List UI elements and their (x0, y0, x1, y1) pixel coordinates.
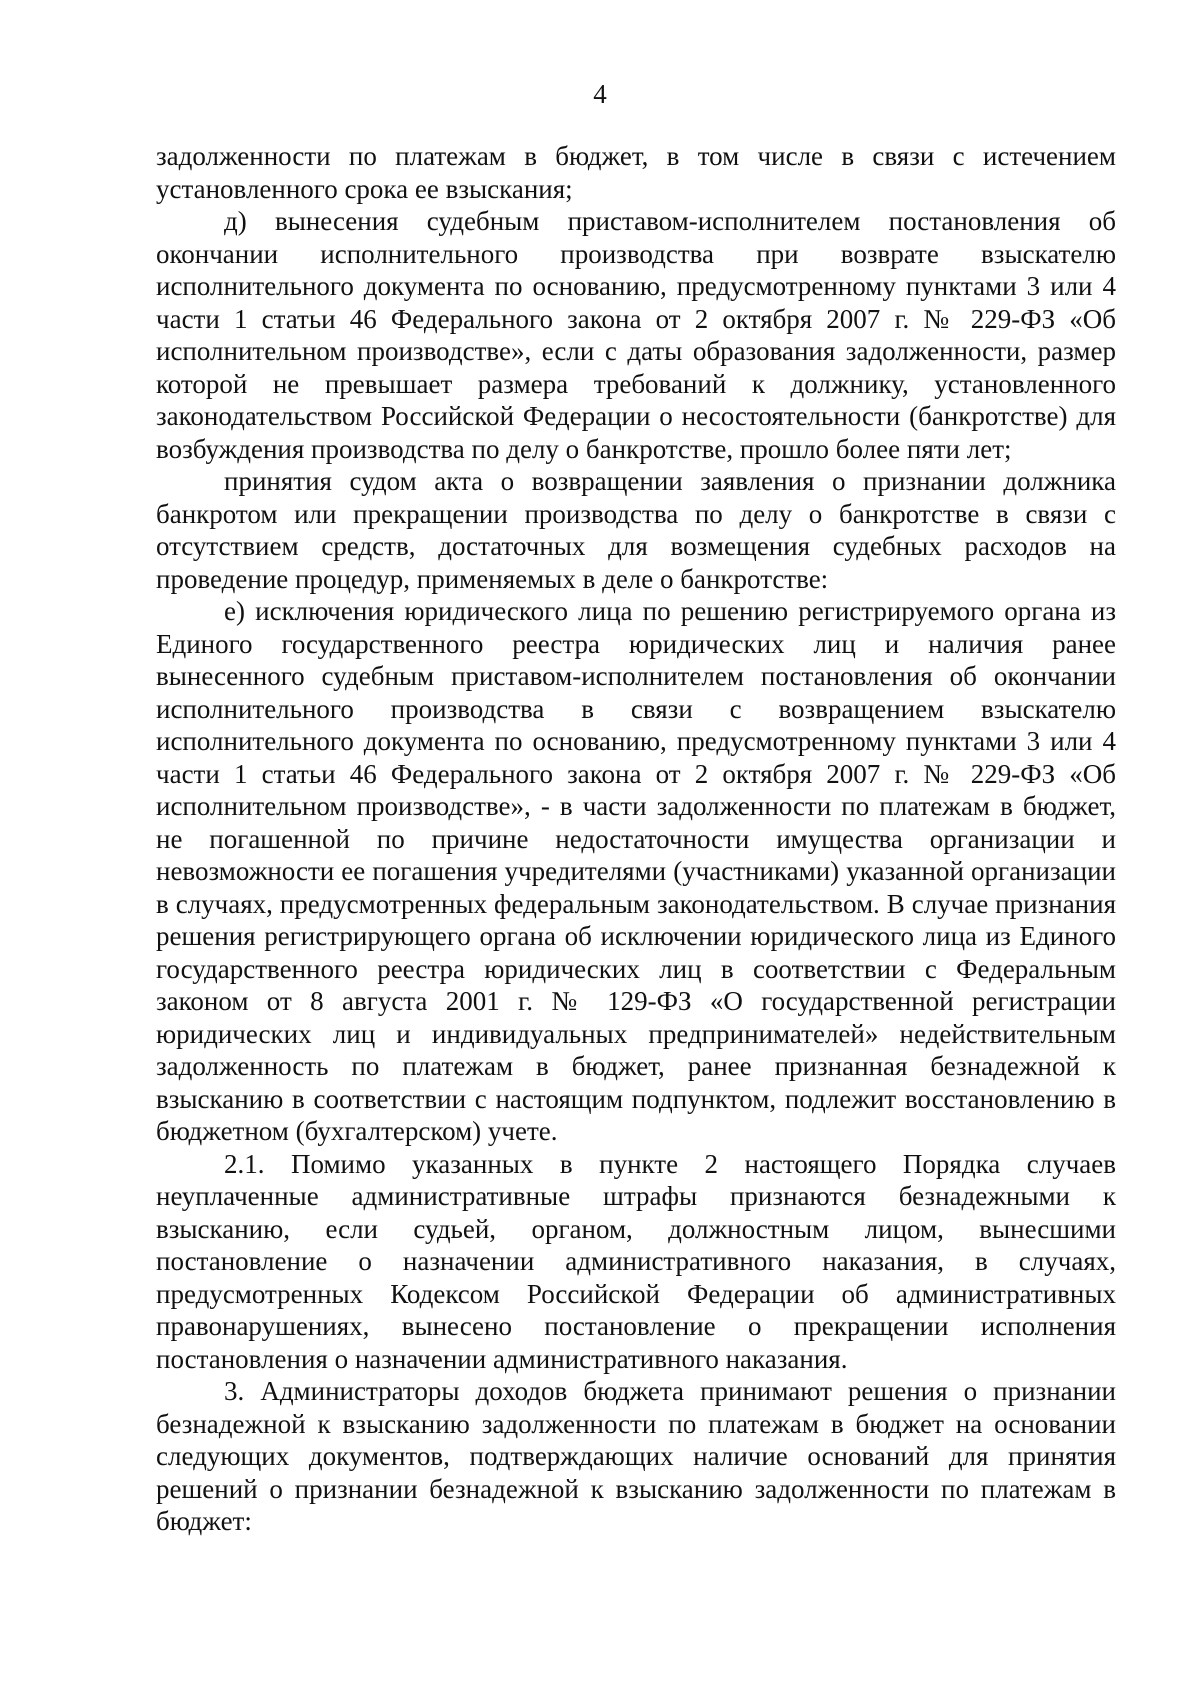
document-body (156, 140, 1116, 1538)
page-number: 4 (593, 79, 607, 109)
paragraph-subitem-d: д) вынесения судебным приставом-исполнителем постановления об окончании исполнительного производства при возврате взыскателю исполнительного документа по основанию, предусмотренному пунктами 3 или 4 части 1 статьи 46 Федерального закона от 2 октября 2007 г. № 229-ФЗ «Об исполнительном производстве», если с даты образования задолженности, размер которой не превышает размера требований к должнику, установленного законодательством Российской Федерации о несостоятельности (банкротстве) для возбуждения производства по делу о банкротстве, прошло более пяти лет; (156, 206, 1116, 464)
paragraph-subitem-e: е) исключения юридического лица по решению регистрируемого органа из Единого государственного реестра юридических лиц и наличия ранее вынесенного судебным приставом-исполнителем постановления об окончании исполнительного производства в связи с возвращением взыскателю исполнительного документа по основанию, предусмотренному пунктами 3 или 4 части 1 статьи 46 Федерального закона от 2 октября 2007 г. № 229-ФЗ «Об исполнительном производстве», - в части задолженности по платежам в бюджет, не погашенной по причине недостаточности имущества организации и невозможности ее погашения учредителями (участниками) указанной организации в случаях, предусмотренных федеральным законодательством. В случае признания решения регистрирующего органа об исключении юридического лица из Единого государственного реестра юридических лиц в соответствии с Федеральным законом от 8 августа 2001 г. № 129-ФЗ «О государственной регистрации юридических лиц и индивидуальных предпринимателей» недействительным задолженность по платежам в бюджет, ранее признанная безнадежной к взысканию в соответствии с настоящим подпунктом, подлежит восстановлению в бюджетном (бухгалтерском) учете. (156, 596, 1116, 1146)
paragraph-clause-2-1: 2.1. Помимо указанных в пункте 2 настоящего Порядка случаев неуплаченные административные штрафы признаются безнадежными к взысканию, если судьей, органом, должностным лицом, вынесшими постановление о назначении административного наказания, в случаях, предусмотренных Кодексом Российской Федерации об административных правонарушениях, вынесено постановление о прекращении исполнения постановления о назначении административного наказания. (156, 1148, 1116, 1374)
paragraph-court-act: принятия судом акта о возвращении заявления о признании должника банкротом или прекращении производства по делу о банкротстве в связи с отсутствием средств, достаточных для возмещения судебных расходов на проведение процедур, применяемых в деле о банкротстве: (156, 466, 1116, 594)
paragraph-continuation: задолженности по платежам в бюджет, в том числе в связи с истечением установленного срока ее взыскания; (156, 141, 1116, 204)
paragraph-clause-3: 3. Администраторы доходов бюджета принимают решения о признании безнадежной к взысканию задолженности по платежам в бюджет на основании следующих документов, подтверждающих наличие оснований для принятия решений о признании безнадежной к взысканию задолженности по платежам в бюджет: (156, 1376, 1116, 1536)
